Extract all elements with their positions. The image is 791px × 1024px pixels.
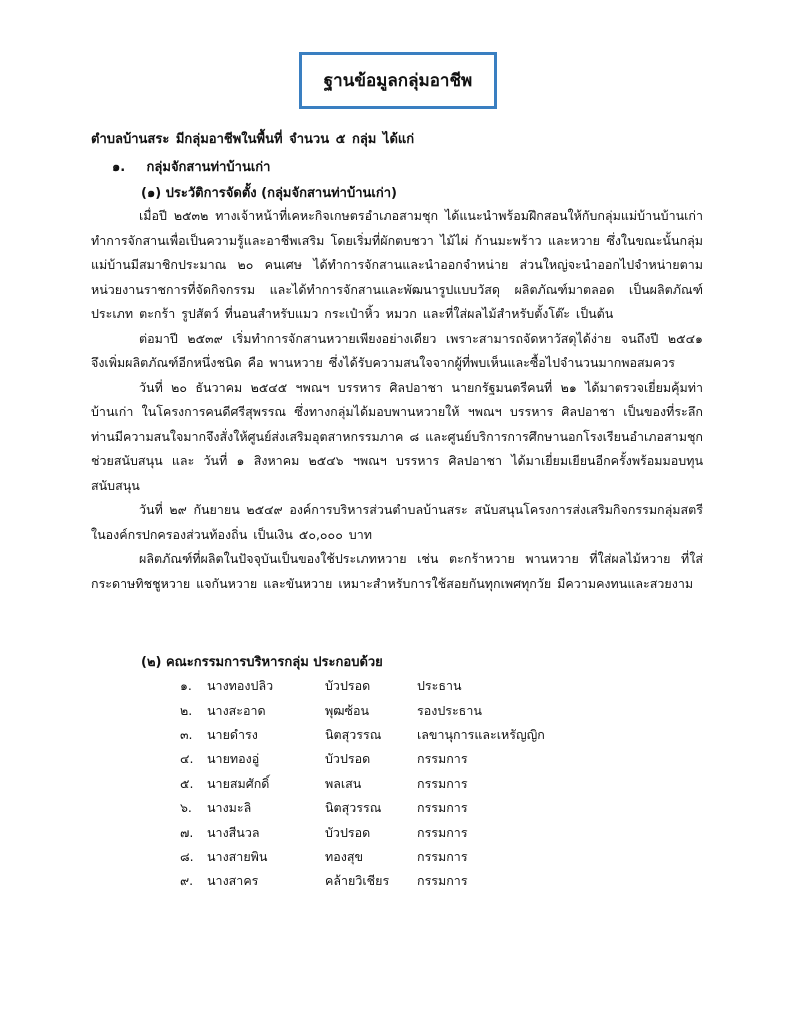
member-index: ๑.: [180, 678, 192, 694]
member-name: นายสมศักดิ์: [207, 775, 270, 791]
history-paragraph: เมื่อปี ๒๕๓๒ ทางเจ้าหน้าที่เคหะกิจเกษตรอำเภอสามชุก ได้แนะนำพร้อมฝึกสอนให้กับกลุ่มแม่บ้านบ้านเก่า ทำการจักสานเพื่อเป็นความรู้และอาชีพเสริม โดยเริ่มที่ผักตบชวา ไม้ไผ่ ก้านมะพร้าว และหวาย ซึ่งในขณะนั้นกลุ่มแม่บ้านมีสมาชิกประมาณ ๒๐ คนเศษ ได้ทำการจักสานและนำออกจำหน่าย ส่วนใหญ่จะนำออกไปจำหน่ายตามหน่วยงานราชการที่จัดกิจกรรม และได้ทำการจักสานและพัฒนารูปแบบวัสดุ ผลิตภัณฑ์มาตลอด เป็นผลิตภัณฑ์ประเภท ตะกร้า รูปสัตว์ ที่นอนสำหรับแมว กระเป๋าหิ้ว หมวก และที่ใส่ผลไม้สำหรับตั้งโต๊ะ เป็นต้น: [91, 208, 703, 321]
intro-line: ตำบลบ้านสระ มีกลุ่มอาชีพในพื้นที่ จำนวน ๕ กลุ่ม ได้แก่: [91, 132, 415, 147]
committee-member: [180, 723, 577, 747]
title-box: [299, 52, 497, 109]
member-surname: บัวปรอด: [325, 751, 371, 767]
member-index: ๓.: [180, 726, 193, 742]
member-index: ๗.: [180, 824, 194, 840]
member-index: ๘.: [180, 848, 194, 864]
member-index: ๔.: [180, 751, 194, 767]
member-name: นางสะอาด: [207, 702, 266, 718]
member-role: กรรมการ: [417, 800, 468, 816]
member-surname: คล้ายวิเชียร: [325, 873, 390, 889]
committee-list: [180, 674, 577, 894]
member-surname: บัวปรอด: [325, 824, 371, 840]
member-role: รองประธาน: [417, 702, 482, 718]
committee-member: [180, 869, 577, 893]
member-name: นางมะลิ: [207, 800, 252, 816]
committee-member: [180, 820, 577, 844]
member-role: กรรมการ: [417, 873, 468, 889]
section-title: กลุ่มจักสานท่าบ้านเก่า: [146, 160, 271, 175]
committee-member: [180, 772, 577, 796]
committee-member: [180, 698, 577, 722]
member-surname: นิตสุวรรณ: [325, 800, 382, 816]
member-surname: ทองสุข: [325, 848, 364, 864]
committee-member: [180, 747, 577, 771]
member-role: กรรมการ: [417, 824, 468, 840]
member-name: นางทองปลิว: [207, 678, 274, 694]
member-name: นายดำรง: [207, 726, 258, 742]
member-role: ประธาน: [417, 678, 462, 694]
member-role: เลขานุการและเหรัญญิก: [417, 726, 545, 742]
committee-member: [180, 674, 577, 698]
member-index: ๙.: [180, 873, 194, 889]
history-paragraph: ผลิตภัณฑ์ที่ผลิตในปัจจุบันเป็นของใช้ประเภทหวาย เช่น ตะกร้าหวาย พานหวาย ที่ใส่ผลไม้หวาย ที่ใส่กระดาษทิชชูหวาย แจกันหวาย และขันหวาย เหมาะสำหรับการใช้สอยกันทุกเพศทุกวัย มีความคงทนและสวยงาม: [91, 551, 703, 591]
member-index: ๒.: [180, 702, 193, 718]
member-surname: นิตสุวรรณ: [325, 726, 382, 742]
history-paragraph: วันที่ ๒๙ กันยายน ๒๕๔๙ องค์การบริหารส่วนตำบลบ้านสระ สนับสนุนโครงการส่งเสริมกิจกรรมกลุ่มสตรีในองค์กรปกครองส่วนท้องถิ่น เป็นเงิน ๕๐,๐๐๐ บาท: [91, 502, 703, 542]
member-surname: พุฒซ้อน: [325, 702, 370, 718]
member-name: นายทองอู่: [207, 751, 260, 767]
section-number: ๑.: [112, 160, 126, 175]
history-paragraph: วันที่ ๒๐ ธันวาคม ๒๕๔๕ ฯพณฯ บรรหาร ศิลปอาชา นายกรัฐมนตรีคนที่ ๒๑ ได้มาตรวจเยี่ยมคุ้มท่าบ้านเก่า ในโครงการคนดีศรีสุพรรณ ซึ่งทางกลุ่มได้มอบพานหวายให้ ฯพณฯ บรรหาร ศิลปอาชา เป็นของที่ระลึก ท่านมีความสนใจมากจึงสั่งให้ศูนย์ส่งเสริมอุตสาหกรรมภาค ๘ และศูนย์บริการการศึกษานอกโรงเรียนอำเภอสามชุก ช่วยสนับสนุน และ วันที่ ๑ สิงหาคม ๒๕๔๖ ฯพณฯ บรรหาร ศิลปอาชา ได้มาเยี่ยมเยียนอีกครั้งพร้อมมอบทุนสนับสนุน: [91, 379, 703, 493]
committee-heading: (๒) คณะกรรมการบริหารกลุ่ม ประกอบด้วย: [141, 655, 383, 670]
page-title: ฐานข้อมูลกลุ่มอาชีพ: [323, 71, 473, 91]
committee-member: [180, 796, 577, 820]
member-index: ๖.: [180, 800, 192, 816]
member-role: กรรมการ: [417, 751, 468, 767]
member-role: กรรมการ: [417, 848, 468, 864]
member-surname: บัวปรอด: [325, 678, 371, 694]
member-name: นางสายพิน: [207, 848, 268, 864]
committee-member: [180, 845, 577, 869]
history-paragraph: ต่อมาปี ๒๕๓๙ เริ่มทำการจักสานหวายเพียงอย่างเดียว เพราะสามารถจัดหาวัสดุได้ง่าย จนถึงปี ๒๕๔๑ จึงเพิ่มผลิตภัณฑ์อีกหนึ่งชนิด คือ พานหวาย ซึ่งได้รับความสนใจจากผู้ที่พบเห็นและซื้อไปจำนวนมากพอสมควร: [91, 330, 703, 370]
member-index: ๕.: [180, 775, 194, 791]
member-role: กรรมการ: [417, 775, 468, 791]
history-body: [91, 204, 703, 596]
member-name: นางสาคร: [207, 873, 259, 889]
section-heading: [112, 156, 270, 177]
history-heading: (๑) ประวัติการจัดตั้ง (กลุ่มจักสานท่าบ้านเก่า): [141, 186, 397, 201]
member-name: นางสีนวล: [207, 824, 260, 840]
member-surname: พลเสน: [325, 775, 362, 791]
